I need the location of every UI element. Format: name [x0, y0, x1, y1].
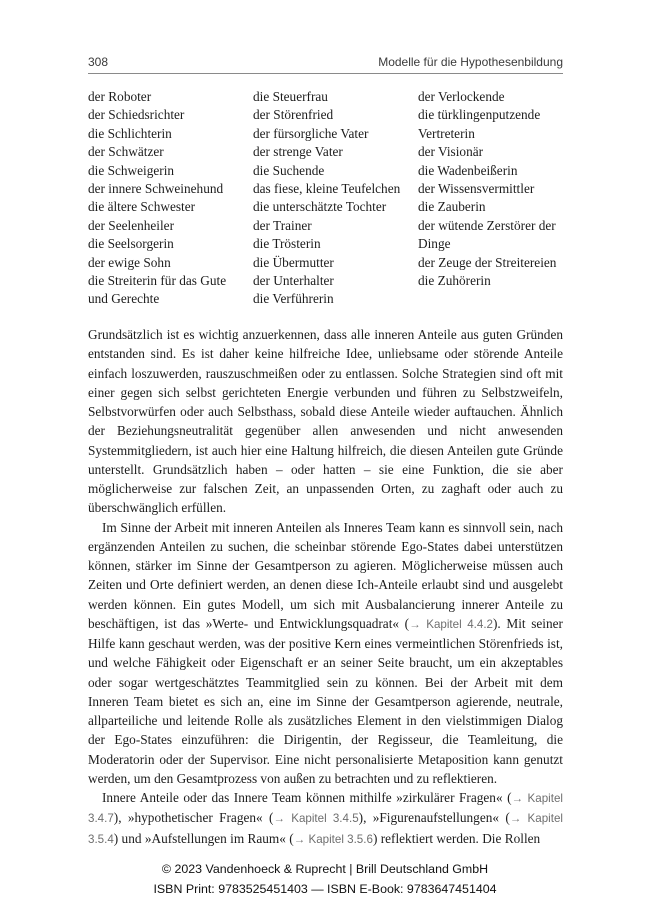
term-item: der Seelenheiler	[88, 217, 175, 233]
term-item: die Zauberin	[418, 199, 486, 215]
term-item: die ältere Schwester	[88, 199, 196, 215]
term-item: der Roboter	[88, 89, 152, 104]
chapter-reference-link[interactable]: → Kapitel 3.4.5	[273, 812, 359, 826]
paragraph-text: ) reflektiert werden. Die Rollen	[372, 830, 541, 846]
term-item: der Trainer	[253, 217, 312, 233]
term-item: die Übermutter	[253, 254, 334, 270]
term-item: der Schwätzer	[88, 144, 164, 160]
paragraph-text: ), »hypothetischer Fragen« (	[113, 810, 274, 826]
term-item: der wütende Zerstörer der	[418, 217, 556, 233]
chapter-reference-link[interactable]: → Kapitel 3.5.6	[293, 832, 373, 846]
term-item: Vertreterin	[418, 125, 475, 141]
term-item: und Gerechte	[88, 291, 160, 307]
term-item: der fürsorgliche Vater	[253, 125, 369, 141]
term-item: der Wissensvermittler	[418, 181, 535, 197]
term-item: die Streiterin für das Gute	[88, 273, 227, 289]
paragraph	[88, 518, 563, 789]
term-item: die Suchende	[253, 162, 325, 178]
paragraph-text: ) und »Aufstellungen im Raum« (	[113, 830, 294, 846]
term-item: der Störenfried	[253, 107, 334, 123]
term-item: die Schweigerin	[88, 162, 175, 178]
paragraph: Grundsätzlich ist es wichtig anzuerkennen, dass alle inneren Anteile aus guten Gründen entstanden sind. Es ist daher keine hilfreiche Idee, unliebsame oder störende Anteile einfach loszuwerden, rauszuschmeißen oder zu entlassen. Solche Strategien sind oft mit einer gegen sich selbst gerichteten Energie verbunden und führen zu Selbstzweifeln, Selbstvorwürfen oder auch Selbsthass, sobald diese Anteile wieder auftauchen. Ähnlich der Beziehungsneutralität gegenüber allen anwesenden und nicht anwesenden Systemmitgliedern, ist auch hier eine Haltung hilfreich, die diesen Anteilen gute Gründe unterstellt. Grundsätzlich haben – oder hatten – sie eine Funktion, die sie aber möglicherweise zur falschen Zeit, an unpassenden Orten, zu zaghaft oder auch zu überschwänglich erfüllen.	[88, 327, 563, 516]
chapter-reference-link[interactable]: → Kapitel 4.4.2	[409, 617, 493, 631]
page-number: 308	[88, 55, 109, 69]
term-column-1	[88, 88, 253, 309]
term-item: die Seelsorgerin	[88, 236, 174, 252]
term-item: der ewige Sohn	[88, 254, 171, 270]
paragraph	[88, 788, 563, 849]
running-header	[88, 55, 563, 73]
paragraph-text: Innere Anteile oder das Innere Team können mithilfe »zirkulärer Fragen« (	[102, 790, 512, 805]
role-term-list	[88, 88, 568, 308]
term-column-3	[418, 88, 568, 290]
term-item: die Wadenbeißerin	[418, 162, 518, 178]
term-item: die Steuerfrau	[253, 89, 328, 104]
term-item: der Unterhalter	[253, 273, 334, 289]
term-item: der strenge Vater	[253, 144, 343, 160]
chapter-reference-link[interactable]: → Kapitel 3.5.4	[88, 812, 563, 846]
header-rule	[88, 73, 563, 74]
term-item: der Zeuge der Streitereien	[418, 254, 557, 270]
term-column-2	[253, 88, 418, 309]
paragraph-text: Im Sinne der Arbeit mit inneren Anteilen als Inneres Team kann es sinnvoll sein, nach ergänzenden Anteilen zu suchen, die scheinbar störende Ego-States dabei unterstützen können, stärker im Sinne der Gesamtperson zu agieren. Möglicherweise müssen auch Zeiten und Orte definiert werden, an denen diese Ich-Anteile erlaubt sind und ausgelebt werden können. Ein gutes Modell, um sich mit Ausbalancierung innerer Anteile zu beschäftigen, ist das »Werte- und Entwicklungsquadrat« (	[88, 519, 563, 631]
term-item: der Visionär	[418, 144, 484, 160]
term-item: das fiese, kleine Teufelchen	[253, 181, 401, 197]
term-item: die unterschätzte Tochter	[253, 199, 387, 215]
copyright-line: © 2023 Vandenhoeck & Ruprecht | Brill Deutschland GmbH	[161, 862, 489, 876]
term-item: die Verführerin	[253, 291, 334, 307]
running-title: Modelle für die Hypothesenbildung	[378, 55, 563, 69]
term-item: die türklingenputzende	[418, 107, 541, 123]
term-item: die Trösterin	[253, 236, 321, 252]
paragraph-text: ), »Figurenaufstellungen« (	[358, 810, 510, 826]
term-item: die Zuhörerin	[418, 273, 491, 289]
term-item: der Schiedsrichter	[88, 107, 185, 123]
term-item: der Verlockende	[418, 89, 505, 104]
term-item: der innere Schweinehund	[88, 181, 224, 197]
term-item: die Schlichterin	[88, 125, 172, 141]
chapter-reference-link[interactable]: → Kapitel 3.4.7	[88, 792, 564, 826]
paragraph-text: ). Mit seiner Hilfe kann geschaut werden, was der positive Kern eines vermeintlichen Störenfrieds ist, und welche Fähigkeit oder Eigenschaft er an seiner Seite braucht, um ein akzeptables oder sogar wertgeschätztes Teammitglied sein zu können. Bei der Arbeit mit dem Inneren Team bietet es sich an, eine im Sinne der Gesamtperson agierende, neutrale, allparteiliche und leitende Rolle als zusätzliches Element in den vielstimmigen Dialog der Ego-States einzuführen: die Dirigentin, der Regisseur, die Teamleitung, die Moderatorin oder der Supervisor. Eine nicht personalisierte Metaposition kann genutzt werden, um den Gesamtprozess von außen zu betrachten und zu reflektieren.	[88, 615, 563, 786]
isbn-line: ISBN Print: 9783525451403 — ISBN E-Book: 9783647451404	[153, 882, 497, 896]
term-item: Dinge	[418, 236, 451, 252]
body-text	[88, 325, 563, 849]
